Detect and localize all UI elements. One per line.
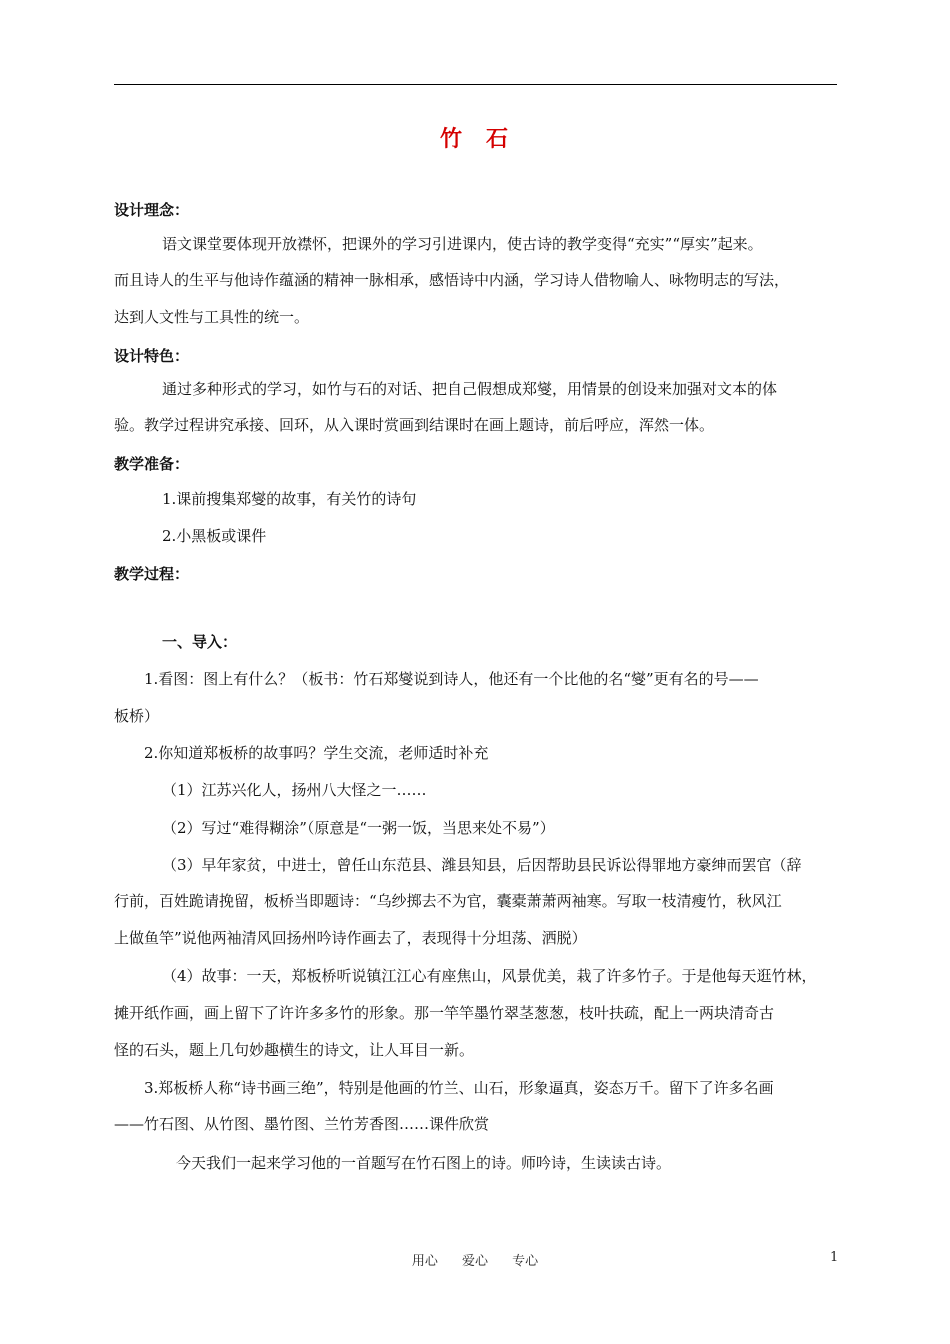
- body-line-14: 今天我们一起来学习他的一首题写在竹石图上的诗。师吟诗，生读读古诗。: [176, 1154, 672, 1172]
- header-rule: [114, 84, 837, 85]
- concept-line-3: 达到人文性与工具性的统一。: [114, 308, 310, 326]
- page-footer: [0, 1250, 950, 1269]
- body-line-13: ——竹石图、从竹图、墨竹图、兰竹芳香图……课件欣赏: [114, 1115, 490, 1133]
- title-part-2: 石: [486, 126, 511, 152]
- footer-word-1: 用心: [411, 1254, 438, 1269]
- concept-line-1: 语文课堂要体现开放襟怀，把课外的学习引进课内，使古诗的教学变得“充实”“厚实”起来。: [162, 235, 763, 253]
- body-line-4: （1）江苏兴化人，扬州八大怪之一……: [162, 781, 427, 799]
- prep-heading: 教学准备：: [114, 455, 190, 473]
- concept-heading: 设计理念：: [114, 201, 190, 219]
- body-line-7: 行前，百姓跪请挽留，板桥当即题诗：“乌纱掷去不为官，囊橐萧萧两袖寒。写取一枝清瘦竹，秋风江: [114, 892, 782, 910]
- body-line-10: 摊开纸作画，画上留下了许许多多竹的形象。那一竿竿墨竹翠茎葱葱，枝叶扶疏，配上一两块清奇古: [114, 1004, 775, 1022]
- body-line-12: 3.郑板桥人称“诗书画三绝”，特别是他画的竹兰、山石，形象逼真，姿态万千。留下了许多名画: [144, 1079, 774, 1097]
- concept-line-2: 而且诗人的生平与他诗作蕴涵的精神一脉相承，感悟诗中内涵，学习诗人借物喻人、咏物明志的写法，: [114, 271, 790, 289]
- feature-heading: 设计特色：: [114, 347, 190, 365]
- title-part-1: 竹: [439, 126, 464, 152]
- footer-word-3: 专心: [512, 1254, 539, 1269]
- footer-word-2: 爱心: [461, 1254, 488, 1269]
- document-title: [0, 122, 950, 153]
- process-heading: 教学过程：: [114, 565, 190, 583]
- page-number: 1: [830, 1250, 839, 1265]
- feature-line-1: 通过多种形式的学习，如竹与石的对话、把自己假想成郑燮，用情景的创设来加强对文本的体: [162, 380, 778, 398]
- prep-item-2: 2.小黑板或课件: [162, 527, 267, 545]
- feature-line-2: 验。教学过程讲究承接、回环，从入课时赏画到结课时在画上题诗，前后呼应，浑然一体。: [114, 416, 715, 434]
- body-line-2: 板桥）: [114, 707, 160, 725]
- body-line-6: （3）早年家贫，中进士，曾任山东范县、潍县知县，后因帮助县民诉讼得罪地方豪绅而罢官（辞: [162, 856, 802, 874]
- body-line-9: （4）故事：一天，郑板桥听说镇江江心有座焦山，风景优美，栽了许多竹子。于是他每天逛竹林，: [162, 967, 817, 985]
- body-line-8: 上做鱼竿”说他两袖清风回扬州吟诗作画去了，表现得十分坦荡、洒脱）: [114, 929, 587, 947]
- body-line-11: 怪的石头，题上几句妙趣横生的诗文，让人耳目一新。: [114, 1041, 475, 1059]
- body-line-3: 2.你知道郑板桥的故事吗？学生交流，老师适时补充: [144, 744, 489, 762]
- body-line-1: 1.看图：图上有什么？（板书：竹石郑燮说到诗人，他还有一个比他的名“燮”更有名的号——: [144, 670, 759, 688]
- body-line-5: （2）写过“难得糊涂”（原意是“一粥一饭，当思来处不易”）: [162, 819, 555, 837]
- intro-heading: 一、导入：: [162, 633, 238, 651]
- prep-item-1: 1.课前搜集郑燮的故事，有关竹的诗句: [162, 490, 417, 508]
